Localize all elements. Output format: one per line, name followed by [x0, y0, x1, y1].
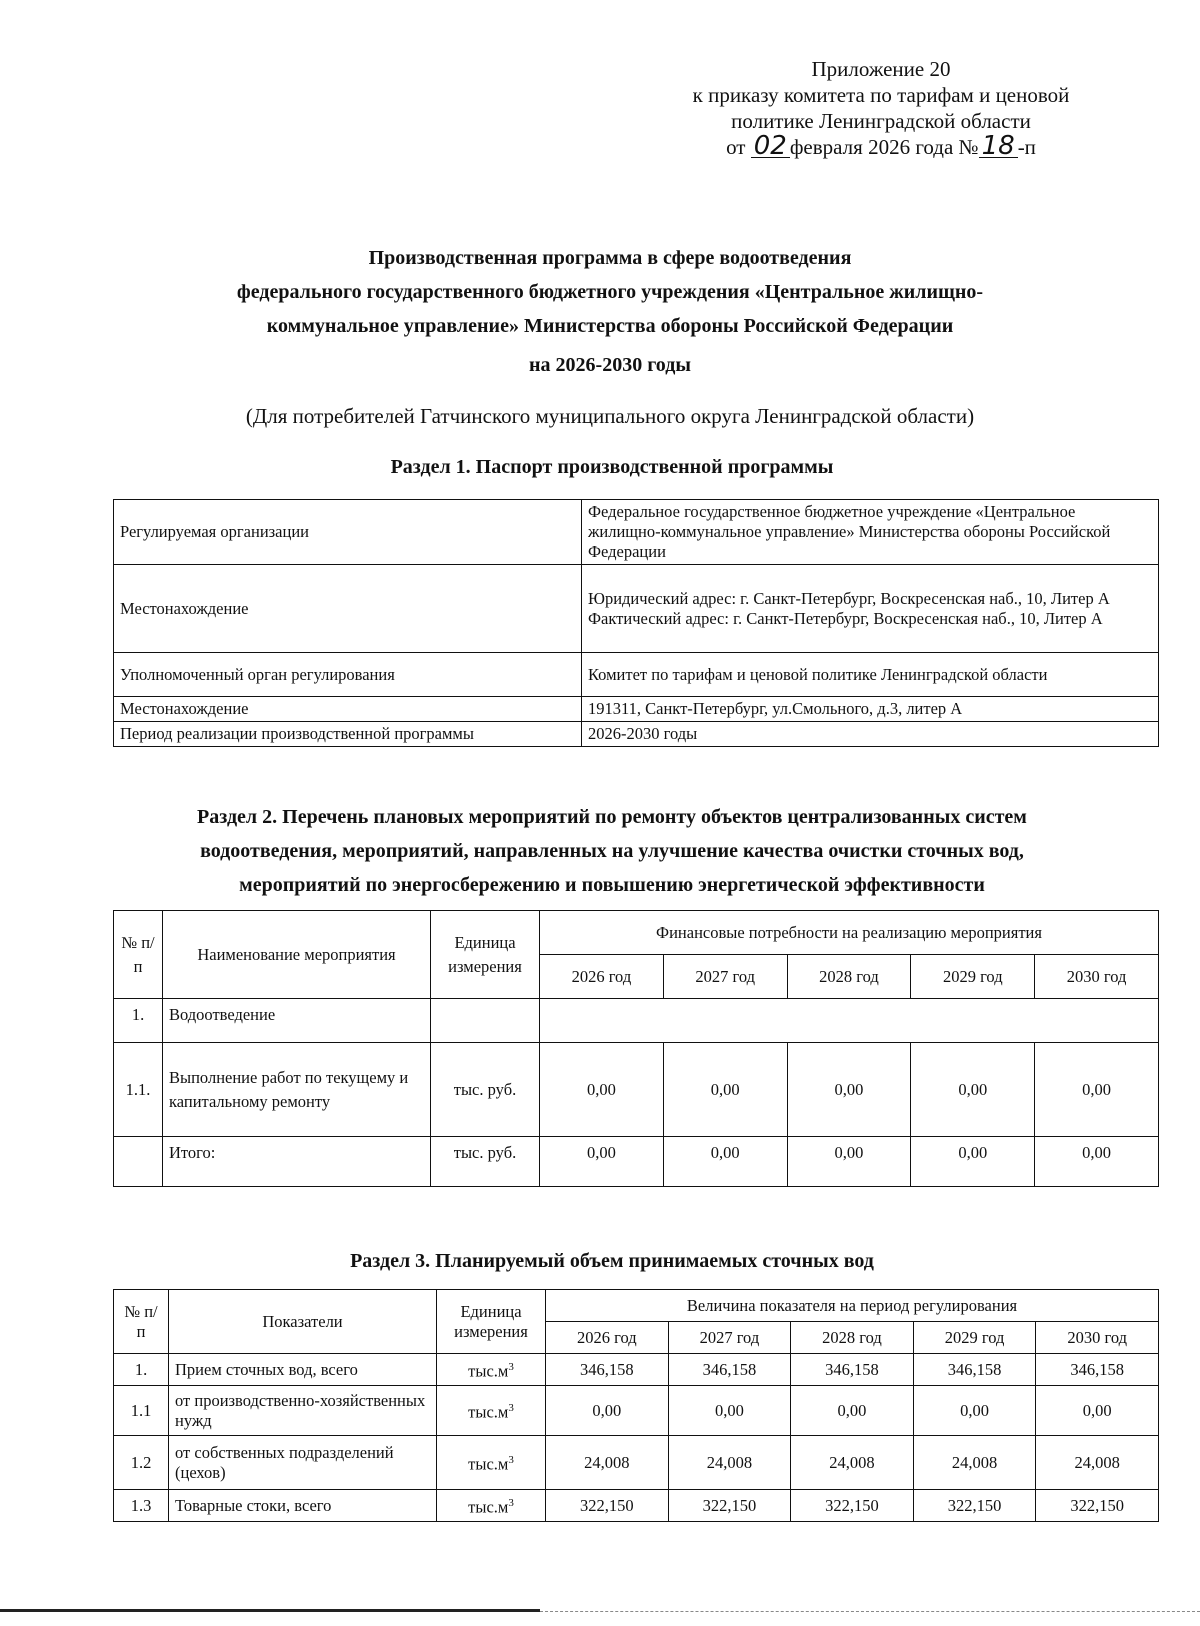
row-value: 346,158 — [791, 1354, 914, 1386]
row-value: 0,00 — [1035, 1137, 1159, 1187]
row-value: 0,00 — [1035, 1043, 1159, 1137]
row-value: 24,008 — [913, 1436, 1036, 1490]
section2-title-line-3: мероприятий по энергосбережению и повышению энергетической эффективности — [239, 874, 985, 896]
title-line-1: Производственная программа в сфере водоотведения — [368, 247, 852, 269]
row-value: 0,00 — [911, 1043, 1035, 1137]
header-year: 2029 год — [911, 955, 1035, 999]
section2-title-line-2: водоотведения, мероприятий, направленных на улучшение качества очистки сточных вод, — [200, 840, 1024, 862]
row-value: 0,00 — [1036, 1386, 1159, 1436]
unit-sup: 3 — [508, 1497, 514, 1510]
header-name: Показатели — [169, 1290, 437, 1354]
scan-edge-dashed — [540, 1611, 1200, 1613]
table-row — [114, 1436, 1159, 1490]
program-period: на 2026-2030 годы — [529, 354, 691, 376]
row-value: 322,150 — [913, 1490, 1036, 1522]
row-value: 0,00 — [787, 1137, 911, 1187]
passport-value: 2026-2030 годы — [582, 722, 1159, 747]
unit-base: тыс.м — [468, 1402, 509, 1422]
date-prefix: от — [726, 135, 746, 159]
handwritten-number: 18 — [979, 135, 1018, 158]
row-value: 0,00 — [913, 1386, 1036, 1436]
passport-label: Местонахождение — [114, 565, 582, 653]
date-mid: февраля 2026 года № — [789, 135, 979, 159]
table-row — [114, 999, 1159, 1043]
section2-title — [112, 800, 1112, 902]
section2-title-line-1: Раздел 2. Перечень плановых мероприятий по ремонту объектов централизованных систем — [197, 806, 1027, 828]
row-name: Выполнение работ по текущему и капитальному ремонту — [163, 1043, 431, 1137]
unit-sup: 3 — [508, 1454, 514, 1467]
passport-label: Регулируемая организации — [114, 500, 582, 565]
document-title — [120, 241, 1100, 343]
header-num: № п/п — [114, 911, 163, 999]
row-name: от производственно-хозяйственных нужд — [169, 1386, 437, 1436]
section1-title: Раздел 1. Паспорт производственной программы — [390, 456, 834, 478]
handwritten-day: 02 — [751, 135, 790, 158]
table-row — [114, 1043, 1159, 1137]
row-value: 0,00 — [791, 1386, 914, 1436]
row-value: 24,008 — [791, 1436, 914, 1490]
row-value: 322,150 — [546, 1490, 669, 1522]
passport-label: Период реализации производственной программы — [114, 722, 582, 747]
title-line-3: коммунальное управление» Министерства обороны Российской Федерации — [266, 315, 954, 337]
table-row — [114, 653, 1159, 697]
table-row — [114, 697, 1159, 722]
row-value: 322,150 — [668, 1490, 791, 1522]
row-unit — [437, 1436, 546, 1490]
row-unit: тыс. руб. — [431, 1137, 540, 1187]
row-num: 1.2 — [114, 1436, 169, 1490]
row-num: 1.3 — [114, 1490, 169, 1522]
scan-edge-line — [0, 1609, 540, 1612]
row-value: 346,158 — [1036, 1354, 1159, 1386]
header-num: № п/п — [114, 1290, 169, 1354]
row-value: 0,00 — [911, 1137, 1035, 1187]
header-unit: Единица измерения — [431, 911, 540, 999]
unit-base: тыс.м — [468, 1497, 509, 1517]
header-year: 2027 год — [663, 955, 787, 999]
row-unit — [437, 1386, 546, 1436]
row-values-empty — [540, 999, 1159, 1043]
row-unit — [437, 1490, 546, 1522]
date-suffix: -п — [1017, 135, 1036, 159]
row-unit: тыс. руб. — [431, 1043, 540, 1137]
row-value: 0,00 — [787, 1043, 911, 1137]
passport-value — [582, 565, 1159, 653]
row-value: 0,00 — [663, 1137, 787, 1187]
appendix-header — [646, 56, 1116, 160]
row-num: 1.1 — [114, 1386, 169, 1436]
row-name: от собственных подразделений (цехов) — [169, 1436, 437, 1490]
section3-title: Раздел 3. Планируемый объем принимаемых сточных вод — [350, 1250, 874, 1272]
events-table — [113, 910, 1159, 1187]
table-row — [114, 1137, 1159, 1187]
header-name: Наименование мероприятия — [163, 911, 431, 999]
table-row — [114, 565, 1159, 653]
header-year: 2028 год — [787, 955, 911, 999]
row-value: 0,00 — [663, 1043, 787, 1137]
row-num — [114, 1137, 163, 1187]
row-num: 1. — [114, 999, 163, 1043]
table-row — [114, 722, 1159, 747]
appendix-number: Приложение 20 — [811, 57, 951, 81]
row-value: 322,150 — [791, 1490, 914, 1522]
header-unit: Единица измерения — [437, 1290, 546, 1354]
row-value: 0,00 — [540, 1137, 664, 1187]
header-year: 2028 год — [791, 1322, 914, 1354]
volumes-table — [113, 1289, 1159, 1522]
row-value: 24,008 — [1036, 1436, 1159, 1490]
table-row — [114, 1386, 1159, 1436]
appendix-order-ref: к приказу комитета по тарифам и ценовой — [692, 83, 1070, 107]
header-value: Величина показателя на период регулирования — [546, 1290, 1159, 1322]
header-year: 2027 год — [668, 1322, 791, 1354]
unit-sup: 3 — [508, 1361, 514, 1374]
row-name: Водоотведение — [163, 999, 431, 1043]
row-unit — [431, 999, 540, 1043]
header-year: 2026 год — [546, 1322, 669, 1354]
row-value: 346,158 — [913, 1354, 1036, 1386]
header-year: 2030 год — [1035, 955, 1159, 999]
header-finance: Финансовые потребности на реализацию мероприятия — [540, 911, 1159, 955]
table-row — [114, 500, 1159, 565]
header-year: 2030 год — [1036, 1322, 1159, 1354]
row-name: Прием сточных вод, всего — [169, 1354, 437, 1386]
appendix-committee: политике Ленинградской области — [731, 109, 1031, 133]
unit-base: тыс.м — [468, 1454, 509, 1474]
table-row — [114, 1354, 1159, 1386]
passport-label: Местонахождение — [114, 697, 582, 722]
title-line-2: федерального государственного бюджетного учреждения «Центральное жилищно- — [236, 281, 984, 303]
row-value: 0,00 — [668, 1386, 791, 1436]
actual-address: Фактический адрес: г. Санкт-Петербург, Воскресенская наб., 10, Литер А — [588, 608, 1103, 628]
passport-value: Федеральное государственное бюджетное учреждение «Центральное жилищно-коммунальное управление» Министерства обороны Российской Федерации — [582, 500, 1159, 565]
passport-value: 191311, Санкт-Петербург, ул.Смольного, д.3, литер А — [582, 697, 1159, 722]
row-value: 24,008 — [546, 1436, 669, 1490]
row-num: 1.1. — [114, 1043, 163, 1137]
row-value: 346,158 — [546, 1354, 669, 1386]
row-value: 0,00 — [546, 1386, 669, 1436]
passport-label: Уполномоченный орган регулирования — [114, 653, 582, 697]
row-value: 346,158 — [668, 1354, 791, 1386]
header-year: 2026 год — [540, 955, 664, 999]
row-value: 0,00 — [540, 1043, 664, 1137]
row-name: Товарные стоки, всего — [169, 1490, 437, 1522]
row-unit — [437, 1354, 546, 1386]
passport-table — [113, 499, 1159, 747]
consumer-subtitle: (Для потребителей Гатчинского муниципального округа Ленинградской области) — [245, 404, 975, 428]
header-year: 2029 год — [913, 1322, 1036, 1354]
legal-address: Юридический адрес: г. Санкт-Петербург, Воскресенская наб., 10, Литер А — [588, 588, 1110, 608]
unit-base: тыс.м — [468, 1361, 509, 1381]
table-header-row — [114, 1290, 1159, 1322]
row-name: Итого: — [163, 1137, 431, 1187]
appendix-date — [646, 131, 1116, 161]
table-header-row — [114, 911, 1159, 955]
unit-sup: 3 — [508, 1402, 514, 1415]
table-row — [114, 1490, 1159, 1522]
passport-value: Комитет по тарифам и ценовой политике Ленинградской области — [582, 653, 1159, 697]
row-value: 322,150 — [1036, 1490, 1159, 1522]
row-num: 1. — [114, 1354, 169, 1386]
row-value: 24,008 — [668, 1436, 791, 1490]
